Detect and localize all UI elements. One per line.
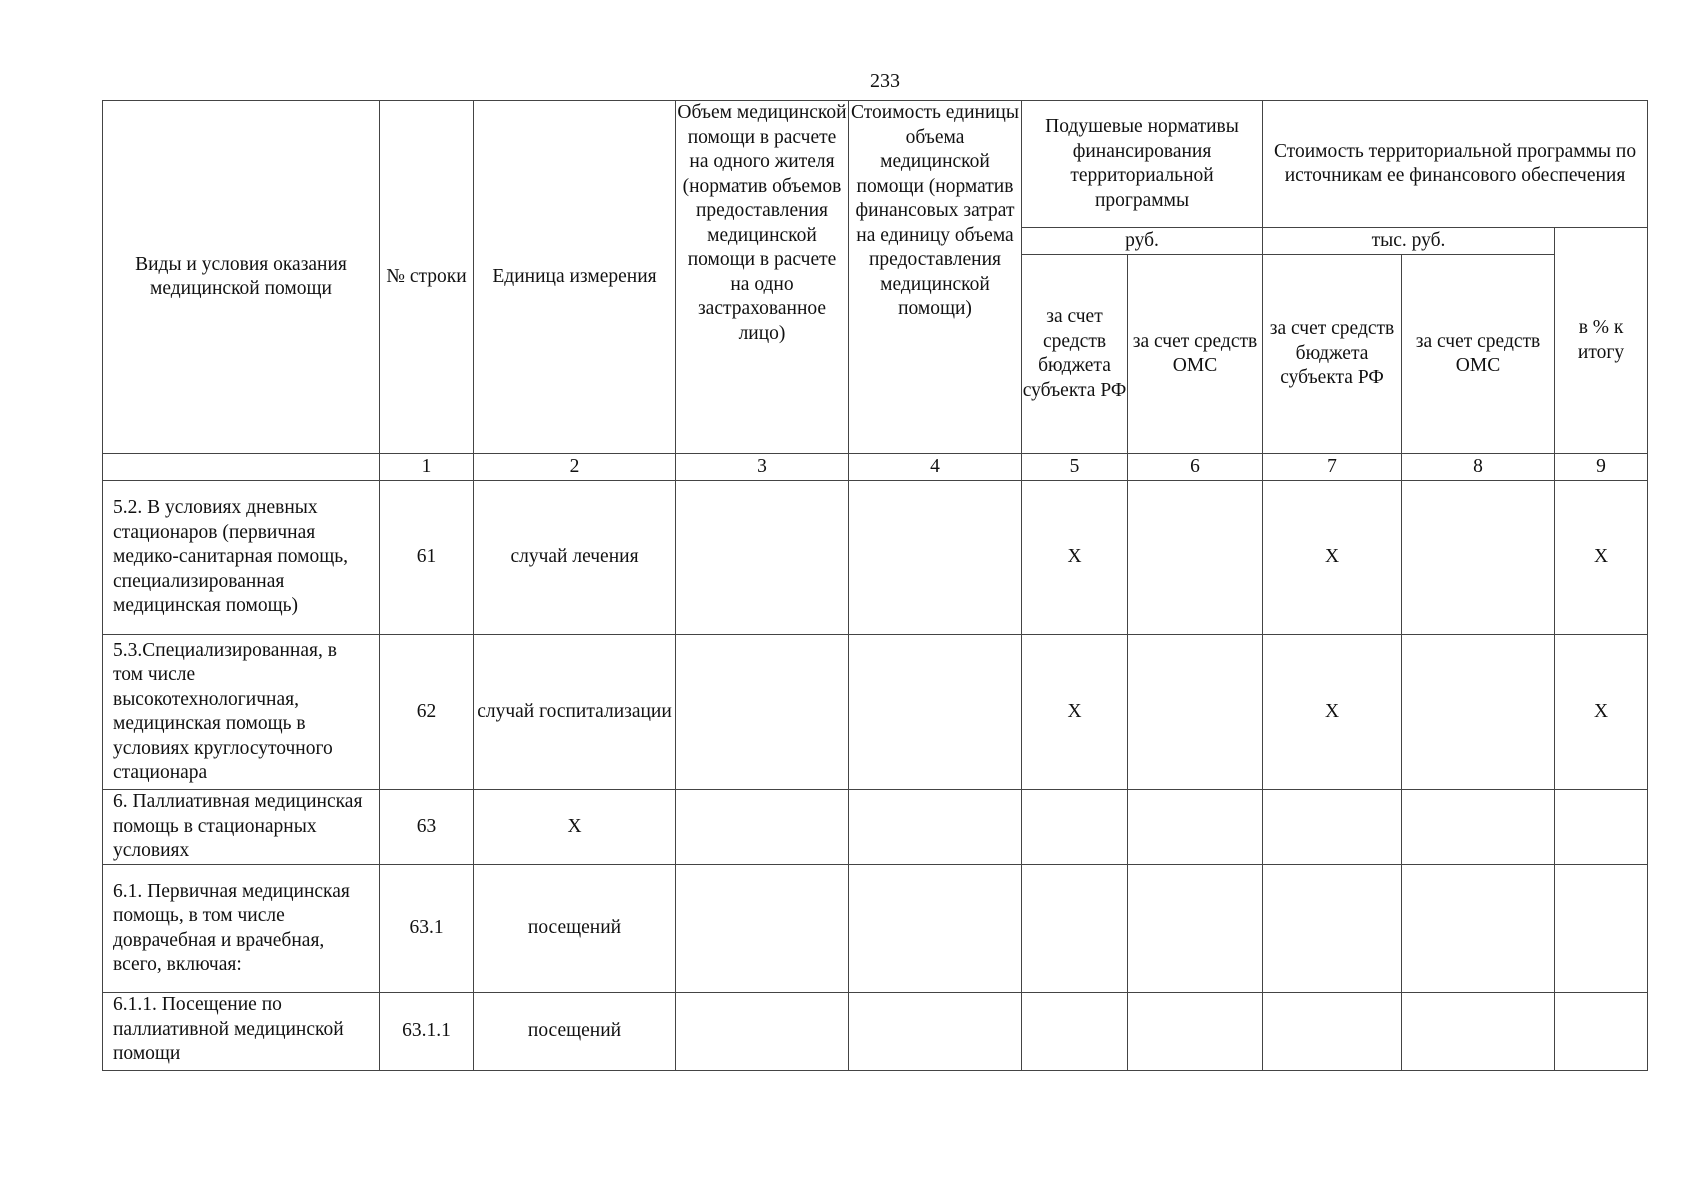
row-number: 63.1 — [380, 865, 474, 993]
column-number: 6 — [1128, 454, 1263, 481]
cell-col-8 — [1402, 865, 1555, 993]
cell-col-4 — [849, 790, 1022, 865]
cell-col-6 — [1128, 993, 1263, 1071]
cell-col-4 — [849, 993, 1022, 1071]
cell-col-7 — [1263, 993, 1402, 1071]
row-unit: посещений — [474, 993, 676, 1071]
header-percent: в % к итогу — [1555, 228, 1648, 454]
column-number: 2 — [474, 454, 676, 481]
cell-col-3 — [676, 481, 849, 635]
header-row-1 — [103, 101, 1648, 228]
header-budget-7: за счет средств бюджета субъекта РФ — [1263, 255, 1402, 454]
cell-col-8 — [1402, 993, 1555, 1071]
header-unit-thousand-rub: тыс. руб. — [1263, 228, 1555, 255]
cell-col-6 — [1128, 481, 1263, 635]
cell-col-5: X — [1022, 635, 1128, 790]
cell-col-4 — [849, 481, 1022, 635]
cell-col-7: X — [1263, 635, 1402, 790]
column-number-row — [103, 454, 1648, 481]
row-label: 5.2. В условиях дневных стационаров (первичная медико-санитарная помощь, специализированная медицинская помощь) — [103, 481, 380, 635]
row-unit: случай госпитализации — [474, 635, 676, 790]
header-row-number: № строки — [380, 101, 474, 454]
cell-col-8 — [1402, 481, 1555, 635]
header-program-cost: Стоимость территориальной программы по источникам ее финансового обеспечения — [1263, 101, 1648, 228]
cell-col-5 — [1022, 865, 1128, 993]
row-number: 61 — [380, 481, 474, 635]
row-number: 63 — [380, 790, 474, 865]
page-number: 233 — [870, 70, 900, 92]
cell-col-3 — [676, 635, 849, 790]
cell-col-5: X — [1022, 481, 1128, 635]
column-number — [103, 454, 380, 481]
table-row — [103, 481, 1648, 635]
column-number: 1 — [380, 454, 474, 481]
cell-col-9: X — [1555, 635, 1648, 790]
column-number: 3 — [676, 454, 849, 481]
header-unit: Единица измерения — [474, 101, 676, 454]
cell-col-9: X — [1555, 481, 1648, 635]
cell-col-3 — [676, 993, 849, 1071]
header-unit-rub: руб. — [1022, 228, 1263, 255]
table-row — [103, 993, 1648, 1071]
table-row — [103, 635, 1648, 790]
cell-col-4 — [849, 635, 1022, 790]
row-label: 5.3.Специализированная, в том числе высокотехнологичная, медицинская помощь в условиях круглосуточного стационара — [103, 635, 380, 790]
row-unit: X — [474, 790, 676, 865]
header-oms-8: за счет средств ОМС — [1402, 255, 1555, 454]
cell-col-6 — [1128, 635, 1263, 790]
column-number: 9 — [1555, 454, 1648, 481]
row-number: 63.1.1 — [380, 993, 474, 1071]
cell-col-5 — [1022, 993, 1128, 1071]
row-unit: посещений — [474, 865, 676, 993]
header-volume: Объем медицинской помощи в расчете на одного жителя (норматив объемов предоставления медицинской помощи в расчете на одно застрахованное лицо) — [676, 101, 849, 454]
row-label: 6.1.1. Посещение по паллиативной медицинской помощи — [103, 993, 380, 1071]
cell-col-9 — [1555, 993, 1648, 1071]
header-cost-unit: Стоимость единицы объема медицинской помощи (норматив финансовых затрат на единицу объема предоставления медицинской помощи) — [849, 101, 1022, 454]
row-label: 6.1. Первичная медицинская помощь, в том числе доврачебная и врачебная, всего, включая: — [103, 865, 380, 993]
cell-col-9 — [1555, 865, 1648, 993]
table-row — [103, 790, 1648, 865]
column-number: 7 — [1263, 454, 1402, 481]
cell-col-4 — [849, 865, 1022, 993]
cell-col-7 — [1263, 790, 1402, 865]
cell-col-3 — [676, 790, 849, 865]
cell-col-8 — [1402, 790, 1555, 865]
row-unit: случай лечения — [474, 481, 676, 635]
cell-col-7 — [1263, 865, 1402, 993]
column-number: 4 — [849, 454, 1022, 481]
table-row — [103, 865, 1648, 993]
cell-col-3 — [676, 865, 849, 993]
header-per-capita: Подушевые нормативы финансирования территориальной программы — [1022, 101, 1263, 228]
row-label: 6. Паллиативная медицинская помощь в стационарных условиях — [103, 790, 380, 865]
header-budget-5: за счет средств бюджета субъекта РФ — [1022, 255, 1128, 454]
cell-col-6 — [1128, 865, 1263, 993]
header-kind: Виды и условия оказания медицинской помощи — [103, 101, 380, 454]
cell-col-6 — [1128, 790, 1263, 865]
cell-col-5 — [1022, 790, 1128, 865]
row-number: 62 — [380, 635, 474, 790]
cell-col-7: X — [1263, 481, 1402, 635]
financing-table — [102, 100, 1648, 1071]
column-number: 8 — [1402, 454, 1555, 481]
cell-col-8 — [1402, 635, 1555, 790]
header-oms-6: за счет средств ОМС — [1128, 255, 1263, 454]
cell-col-9 — [1555, 790, 1648, 865]
column-number: 5 — [1022, 454, 1128, 481]
